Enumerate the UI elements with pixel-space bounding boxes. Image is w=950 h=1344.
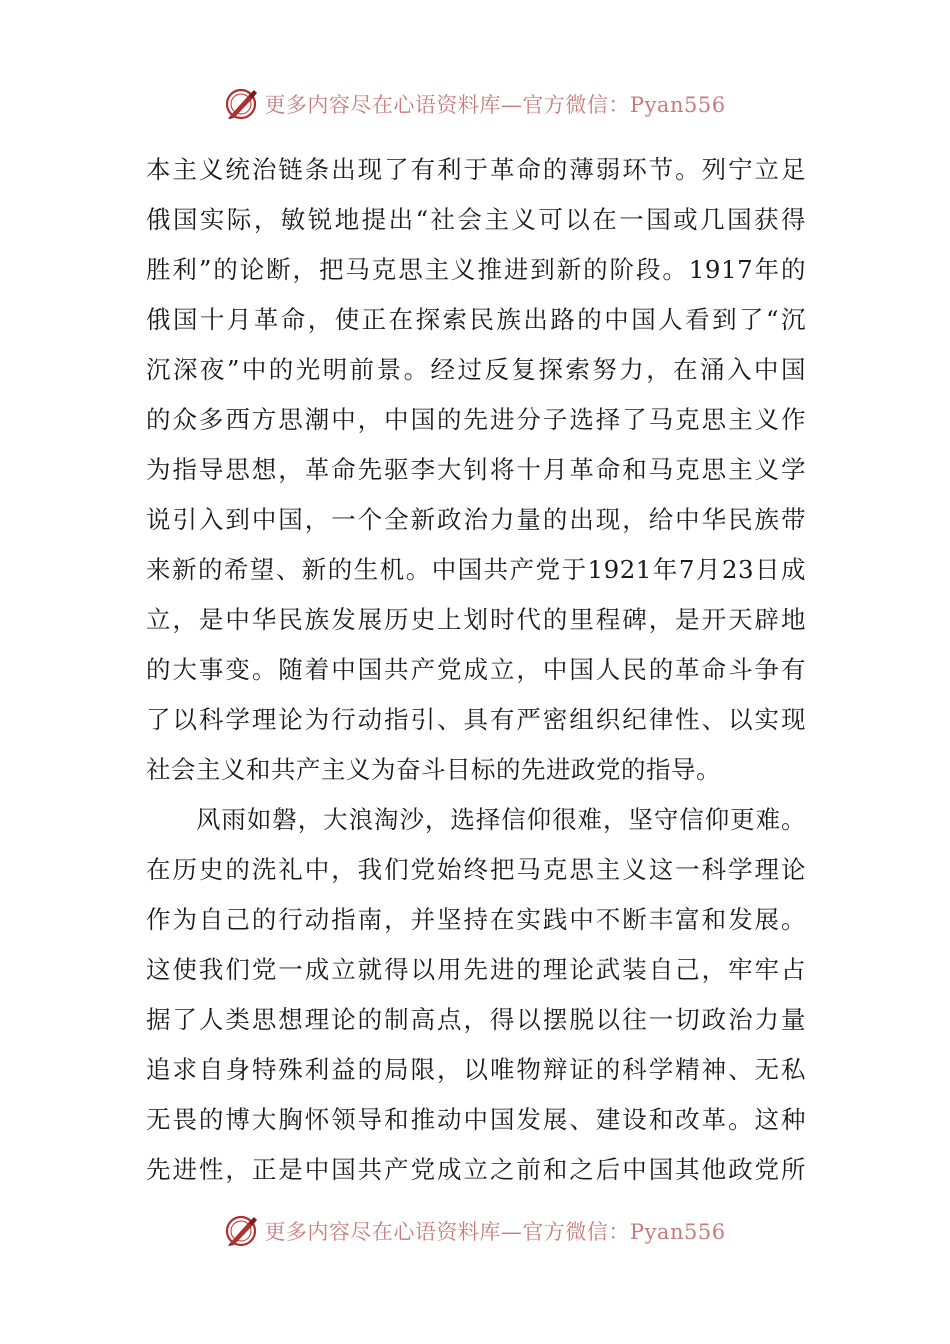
text-line: 先进性，正是中国共产党成立之前和之后中国其他政党所 <box>146 1155 806 1184</box>
pen-seal-logo-icon <box>224 86 260 122</box>
text-line: 的大事变。随着中国共产党成立，中国人民的革命斗争有 <box>146 655 806 684</box>
header-watermark <box>0 84 950 124</box>
watermark-text: 更多内容尽在心语资料库—官方微信：Pyan556 <box>264 1220 726 1244</box>
text-line: 为指导思想，革命先驱李大钊将十月革命和马克思主义学 <box>146 455 806 484</box>
text-line: 作为自己的行动指南，并坚持在实践中不断丰富和发展。 <box>146 905 806 934</box>
text-line: 了以科学理论为行动指引、具有严密组织纪律性、以实现 <box>146 705 806 734</box>
paragraph-2 <box>146 795 806 1195</box>
text-line: 俄国实际，敏锐地提出“社会主义可以在一国或几国获得 <box>146 205 806 234</box>
text-line: 这使我们党一成立就得以用先进的理论武装自己，牢牢占 <box>146 955 806 984</box>
paragraph-1 <box>146 145 806 795</box>
footer-watermark <box>0 1211 950 1251</box>
text-line: 在历史的洗礼中，我们党始终把马克思主义这一科学理论 <box>146 855 806 884</box>
text-line: 本主义统治链条出现了有利于革命的薄弱环节。列宁立足 <box>146 155 806 184</box>
text-line: 的众多西方思潮中，中国的先进分子选择了马克思主义作 <box>146 405 806 434</box>
text-line: 说引入到中国，一个全新政治力量的出现，给中华民族带 <box>146 505 806 534</box>
text-line: 来新的希望、新的生机。中国共产党于1921年7月23日成 <box>146 555 806 584</box>
watermark-text: 更多内容尽在心语资料库—官方微信：Pyan556 <box>264 93 726 117</box>
text-line: 立，是中华民族发展历史上划时代的里程碑，是开天辟地 <box>146 605 806 634</box>
text-line: 风雨如磐，大浪淘沙，选择信仰很难，坚守信仰更难。 <box>196 805 806 834</box>
document-body <box>146 145 806 1195</box>
text-line: 沉深夜”中的光明前景。经过反复探索努力，在涌入中国 <box>146 355 806 384</box>
text-line: 追求自身特殊利益的局限，以唯物辩证的科学精神、无私 <box>146 1055 806 1084</box>
text-line: 胜利”的论断，把马克思主义推进到新的阶段。1917年的 <box>146 255 806 284</box>
text-line: 社会主义和共产主义为奋斗目标的先进政党的指导。 <box>146 755 721 784</box>
text-line: 据了人类思想理论的制高点，得以摆脱以往一切政治力量 <box>146 1005 806 1034</box>
pen-seal-logo-icon <box>224 1213 260 1249</box>
text-line: 俄国十月革命，使正在探索民族出路的中国人看到了“沉 <box>146 305 806 334</box>
text-line: 无畏的博大胸怀领导和推动中国发展、建设和改革。这种 <box>146 1105 806 1134</box>
